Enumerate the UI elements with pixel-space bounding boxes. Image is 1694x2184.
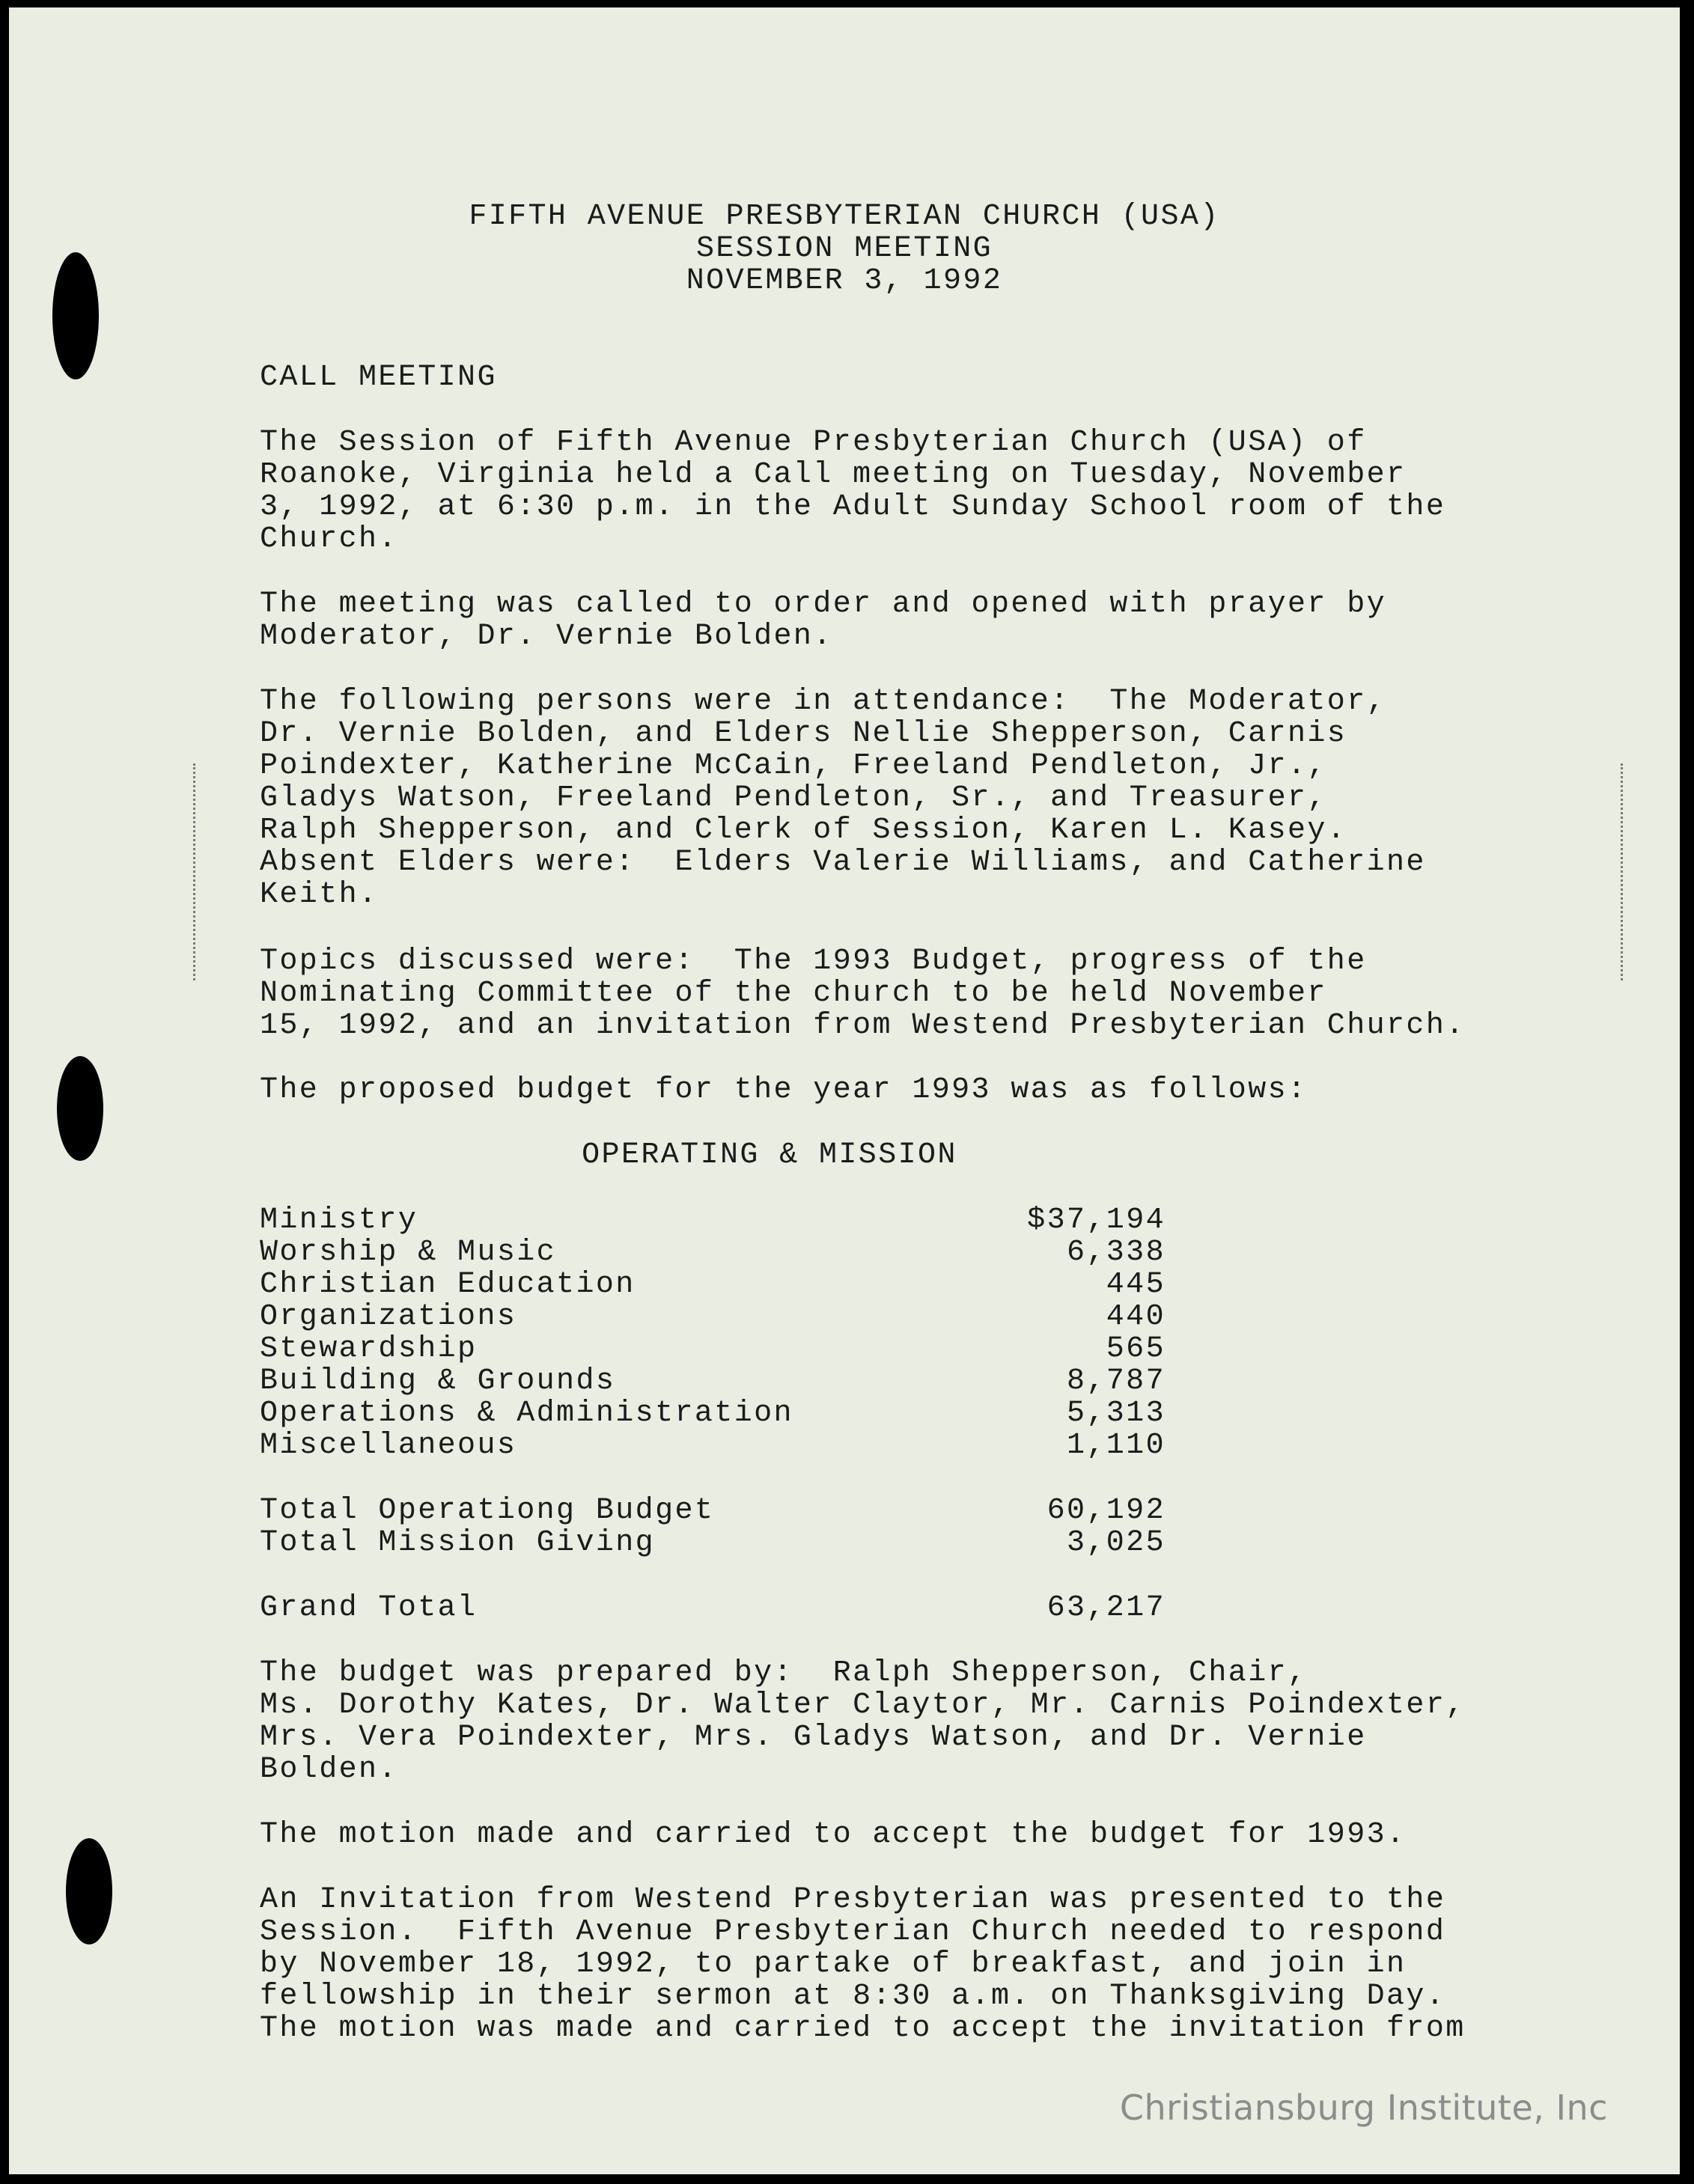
perforation-left (193, 763, 195, 980)
budget-item-amount: 440 (1106, 1300, 1166, 1334)
text-line: The meeting was called to order and opened with prayer by (260, 588, 1387, 621)
paragraph-call-meeting (260, 427, 1445, 555)
grand-total-amount: 63,217 (1046, 1591, 1166, 1625)
budget-item-label: Christian Education (260, 1268, 636, 1302)
budget-item-amount: 8,787 (1066, 1364, 1166, 1398)
paragraph-attendance (260, 686, 1426, 911)
punch-hole-bottom (66, 1838, 112, 1944)
budget-total-row (260, 1495, 1166, 1527)
paragraph-budget-intro: The proposed budget for the year 1993 was as follows: (260, 1073, 1308, 1107)
budget-row (260, 1365, 1166, 1397)
budget-row (260, 1333, 1166, 1365)
text-line: 15, 1992, and an invitation from Westend Presbyterian Church. (260, 1009, 1466, 1043)
budget-item-label: Operations & Administration (260, 1397, 793, 1430)
paragraph-budget-preparers (260, 1657, 1466, 1786)
text-line: The budget was prepared by: Ralph Shepperson, Chair, (260, 1656, 1308, 1690)
text-line: fellowship in their sermon at 8:30 a.m. on Thanksgiving Day. (260, 1980, 1446, 2013)
text-line: Nominating Committee of the church to be held November (260, 977, 1327, 1010)
budget-total-label: Total Operationg Budget (260, 1494, 715, 1528)
budget-item-amount: 1,110 (1066, 1429, 1166, 1462)
text-line: Mrs. Vera Poindexter, Mrs. Gladys Watson, and Dr. Vernie (260, 1721, 1367, 1754)
section-title: CALL MEETING (260, 361, 497, 394)
budget-total-amount: 60,192 (1046, 1494, 1166, 1528)
budget-heading: OPERATING & MISSION (582, 1138, 957, 1172)
budget-row (260, 1301, 1166, 1333)
budget-item-amount: $37,194 (1027, 1204, 1166, 1237)
archive-watermark: Christiansburg Institute, Inc (1119, 2087, 1608, 2128)
budget-item-amount: 6,338 (1066, 1236, 1166, 1269)
budget-row (260, 1236, 1166, 1269)
text-line: by November 18, 1992, to partake of breakfast, and join in (260, 1947, 1407, 1981)
text-line: Topics discussed were: The 1993 Budget, progress of the (260, 945, 1367, 978)
meeting-date: NOVEMBER 3, 1992 (686, 264, 1003, 298)
document-page (9, 7, 1680, 2174)
paragraph-invitation (260, 1884, 1466, 2045)
budget-row (260, 1430, 1166, 1462)
budget-total-row (260, 1527, 1166, 1559)
paragraph-budget-motion: The motion made and carried to accept the budget for 1993. (260, 1818, 1407, 1852)
text-line: Bolden. (260, 1753, 398, 1787)
text-line: Moderator, Dr. Vernie Bolden. (260, 620, 833, 653)
text-line: Gladys Watson, Freeland Pendleton, Sr., and Treasurer, (260, 781, 1327, 815)
budget-row (260, 1269, 1166, 1301)
budget-item-label: Ministry (260, 1204, 418, 1237)
meeting-type: SESSION MEETING (695, 232, 993, 266)
budget-row (260, 1204, 1166, 1236)
budget-item-amount: 565 (1106, 1332, 1166, 1366)
budget-item-label: Stewardship (260, 1332, 478, 1366)
budget-item-label: Worship & Music (260, 1236, 557, 1269)
budget-row (260, 1397, 1166, 1430)
grand-total-label: Grand Total (260, 1591, 478, 1625)
budget-total-amount: 3,025 (1066, 1526, 1166, 1560)
text-line: Dr. Vernie Bolden, and Elders Nellie Shepperson, Carnis (260, 717, 1347, 751)
text-line: 3, 1992, at 6:30 p.m. in the Adult Sunday School room of the (260, 490, 1446, 524)
budget-item-label: Miscellaneous (260, 1429, 517, 1462)
text-line: Absent Elders were: Elders Valerie Williams, and Catherine (260, 846, 1426, 879)
text-line: The Session of Fifth Avenue Presbyterian Church (USA) of (260, 426, 1367, 460)
paragraph-opening (260, 588, 1386, 653)
budget-grand-total-row (260, 1592, 1166, 1624)
text-line: Roanoke, Virginia held a Call meeting on Tuesday, November (260, 458, 1407, 492)
budget-total-label: Total Mission Giving (260, 1526, 656, 1560)
church-name: FIFTH AVENUE PRESBYTERIAN CHURCH (USA) (469, 200, 1220, 234)
budget-item-label: Building & Grounds (260, 1364, 616, 1398)
text-line: Keith. (260, 878, 379, 912)
budget-item-amount: 445 (1106, 1268, 1166, 1302)
paragraph-topics (260, 945, 1466, 1042)
text-line: Session. Fifth Avenue Presbyterian Church needed to respond (260, 1915, 1446, 1949)
text-line: Poindexter, Katherine McCain, Freeland Pendleton, Jr., (260, 749, 1327, 783)
perforation-right (1621, 763, 1623, 980)
budget-item-label: Organizations (260, 1300, 517, 1334)
text-line: The motion was made and carried to accept the invitation from (260, 2012, 1466, 2046)
text-line: Church. (260, 522, 398, 556)
budget-item-amount: 5,313 (1066, 1397, 1166, 1430)
text-line: An Invitation from Westend Presbyterian was presented to the (260, 1883, 1446, 1917)
text-line: Ralph Shepperson, and Clerk of Session, Karen L. Kasey. (260, 814, 1347, 847)
text-line: Ms. Dorothy Kates, Dr. Walter Claytor, Mr. Carnis Poindexter, (260, 1689, 1466, 1722)
text-line: The following persons were in attendance: The Moderator, (260, 685, 1387, 719)
